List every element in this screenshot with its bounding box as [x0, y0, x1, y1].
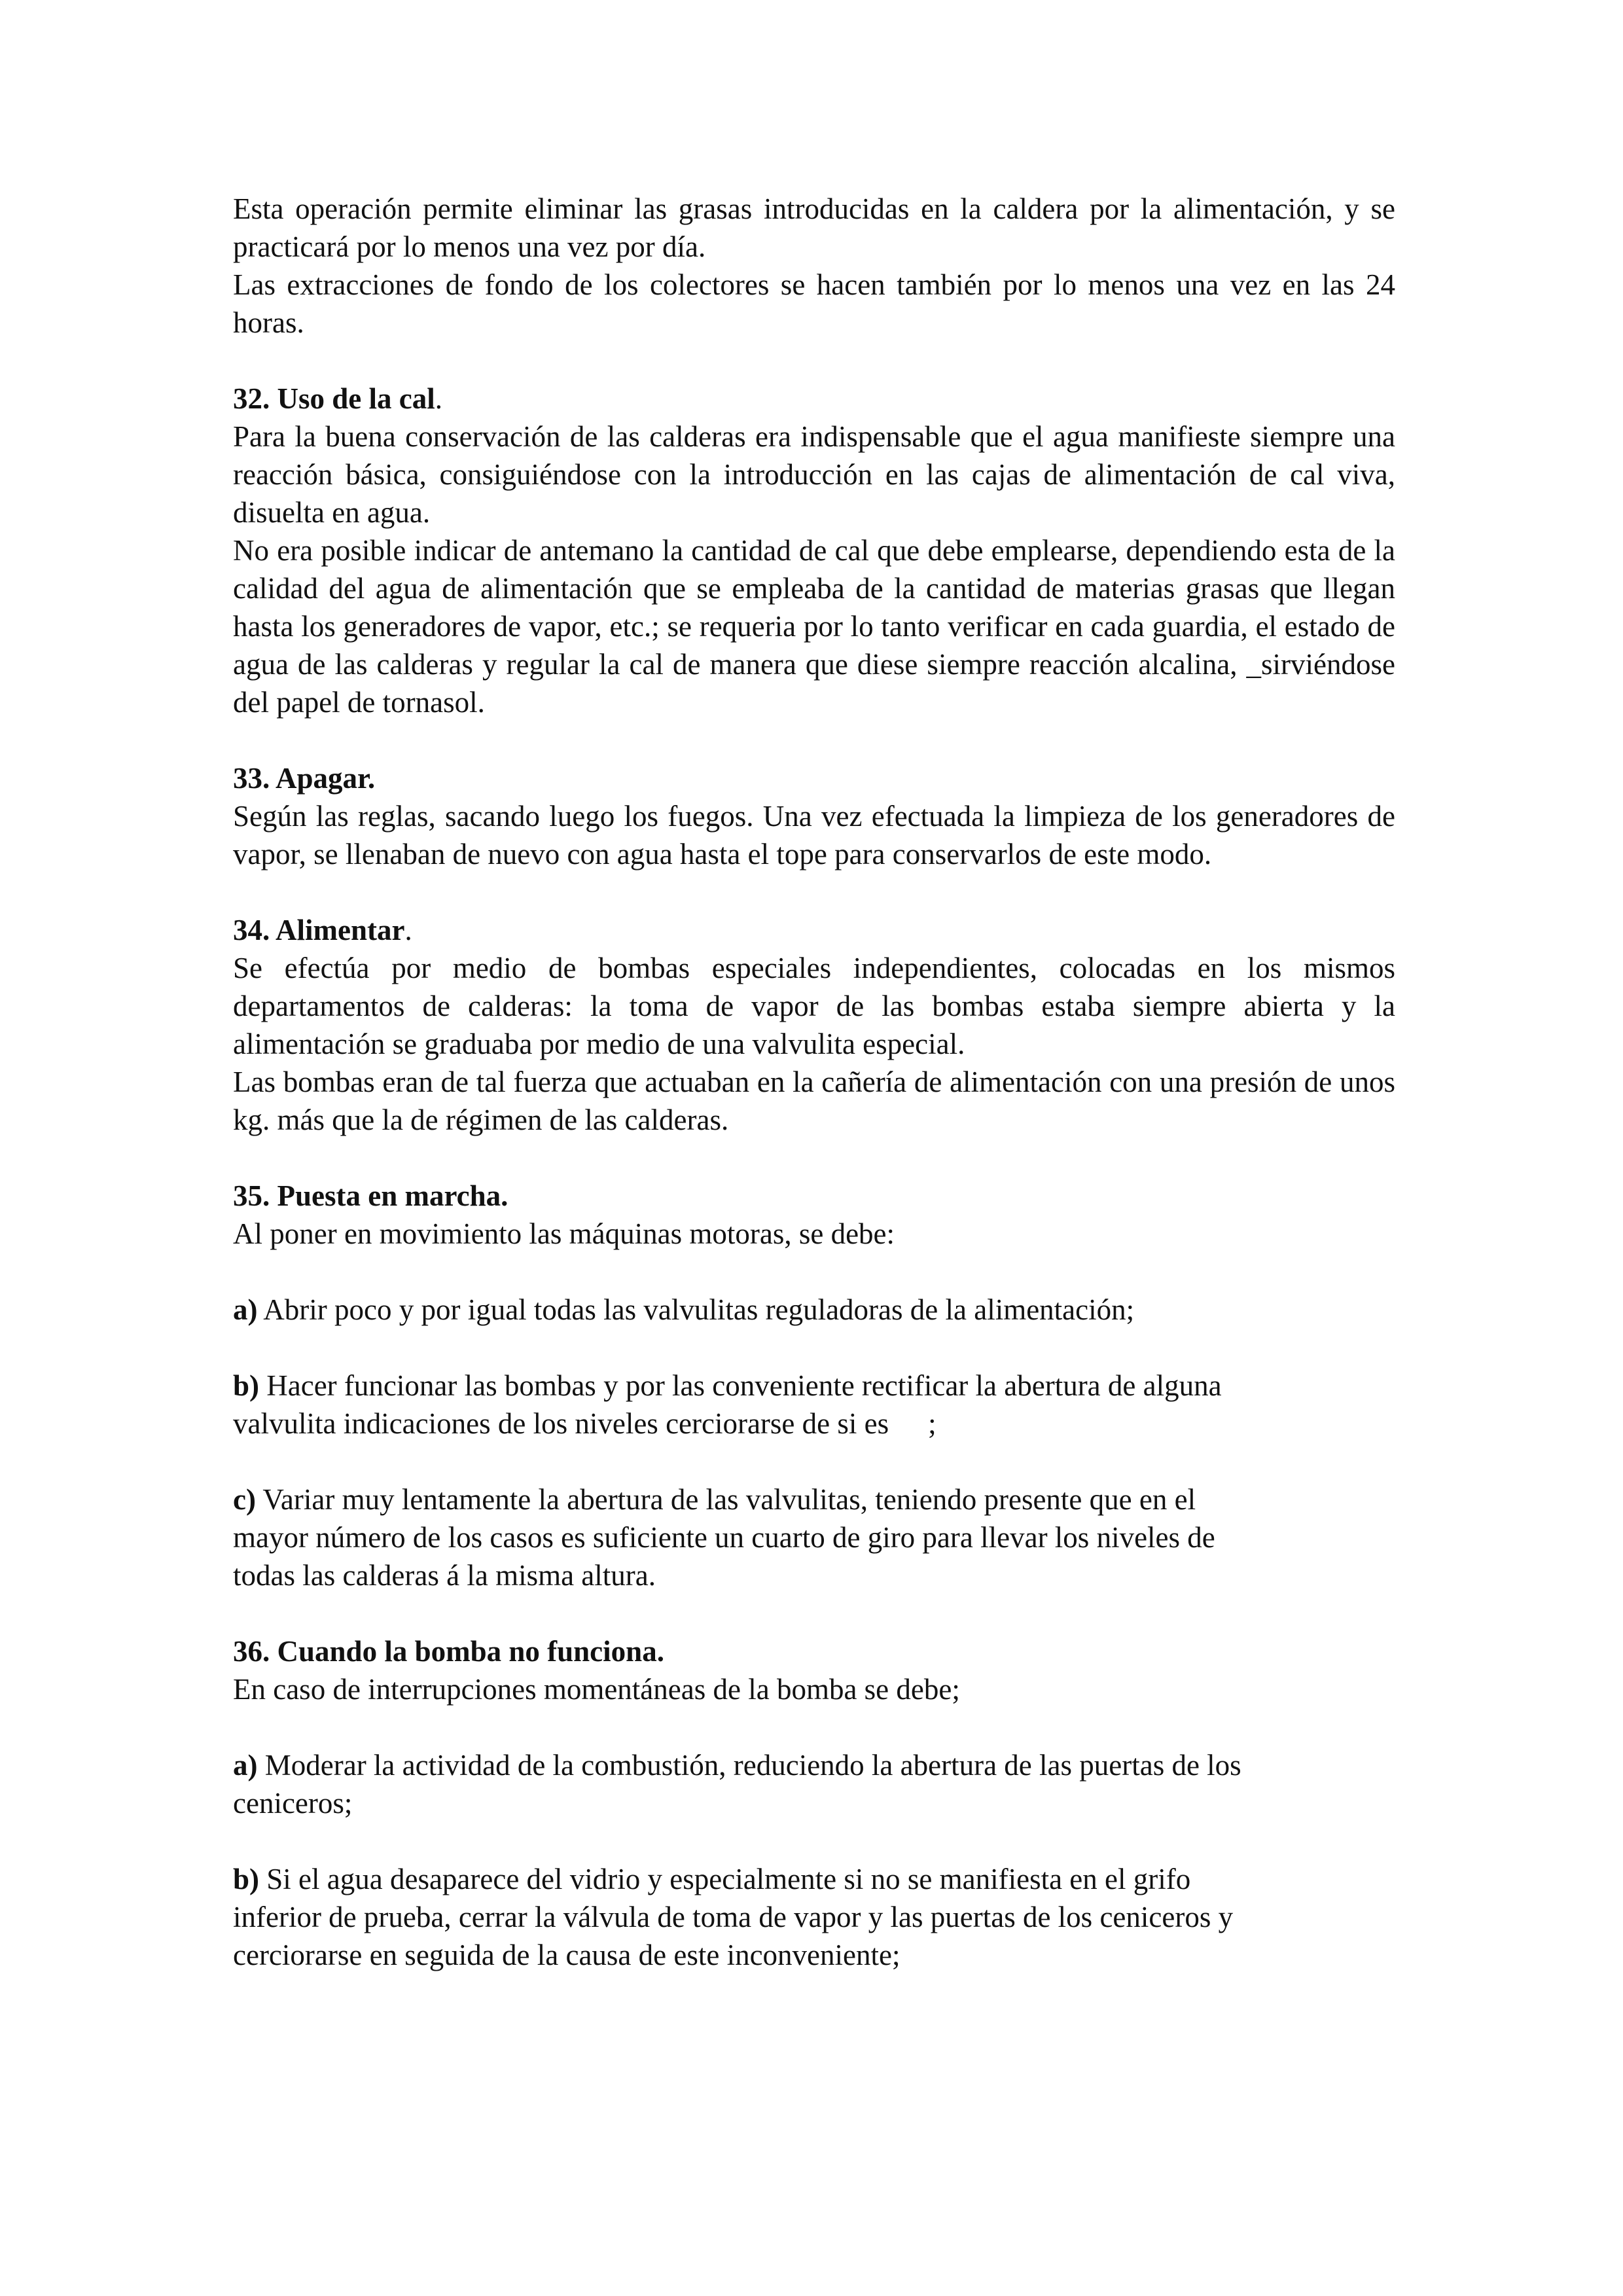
item-b-label: b) [233, 1369, 260, 1402]
section-32-title: 32. Uso de la cal [233, 382, 435, 415]
section-32-paragraph-1: Para la buena conservación de las calderas era indispensable que el agua manifieste siempre una reacción básica, consiguiéndose con la introducción en las cajas de alimentación de cal viva, disuelta en agua. [233, 420, 1395, 529]
section-36-item-a-line-2: ceniceros; [233, 1787, 353, 1820]
item-b-text-2: valvulita indicaciones de los niveles cerciorarse de si es [233, 1407, 889, 1440]
section-34-heading [233, 911, 1395, 949]
section-33-paragraph-1: Según las reglas, sacando luego los fuegos. Una vez efectuada la limpieza de los generadores de vapor, se llenaban de nuevo con agua hasta el tope para conservarlos de este modo. [233, 800, 1395, 870]
section-35-item-c-line-3: todas las calderas á la misma altura. [233, 1559, 656, 1592]
section-36-intro: En caso de interrupciones momentáneas de la bomba se debe; [233, 1673, 960, 1706]
item-a-text: Abrir poco y por igual todas las valvulitas reguladoras de la alimentación; [257, 1293, 1135, 1326]
section-36-item-a-line-1 [233, 1746, 1395, 1784]
item-b-label: b) [233, 1863, 260, 1895]
section-33-title: 33. Apagar. [233, 762, 376, 795]
item-b-text-1: Hacer funcionar las bombas y por las conveniente rectificar la abertura de alguna [259, 1369, 1222, 1402]
section-35-title: 35. Puesta en marcha. [233, 1179, 508, 1212]
section-35-item-c-line-2: mayor número de los casos es suficiente un cuarto de giro para llevar los niveles de [233, 1521, 1215, 1554]
section-35-intro: Al poner en movimiento las máquinas motoras, se debe: [233, 1217, 895, 1250]
section-34-paragraph-1: Se efectúa por medio de bombas especiales independientes, colocadas en los mismos departamentos de calderas: la toma de vapor de las bombas estaba siempre abierta y la alimentación se graduaba por medio de una valvulita especial. [233, 952, 1395, 1060]
section-36-title: 36. Cuando la bomba no funciona. [233, 1635, 664, 1668]
document-page [233, 190, 1395, 1974]
section-32-title-period: . [435, 382, 442, 415]
section-35-item-b-line-1 [233, 1367, 1395, 1405]
item-b-text-1: Si el agua desaparece del vidrio y especialmente si no se manifiesta en el grifo [259, 1863, 1191, 1895]
section-32-heading [233, 380, 1395, 418]
section-36-item-b-line-2: inferior de prueba, cerrar la válvula de toma de vapor y las puertas de los ceniceros y [233, 1901, 1234, 1933]
section-36-item-b-line-3: cerciorarse en seguida de la causa de este inconveniente; [233, 1939, 901, 1971]
item-a-text-1: Moderar la actividad de la combustión, reduciendo la abertura de las puertas de los [257, 1749, 1241, 1782]
section-32-paragraph-2: No era posible indicar de antemano la cantidad de cal que debe emplearse, dependiendo esta de la calidad del agua de alimentación que se empleaba de la cantidad de materias grasas que llegan hasta los generadores de vapor, etc.; se requeria por lo tanto verificar en cada guardia, el estado de agua de las calderas y regular la cal de manera que diese siempre reacción alcalina, _sirviéndose del papel de tornasol. [233, 534, 1395, 719]
section-34-paragraph-2: Las bombas eran de tal fuerza que actuaban en la cañería de alimentación con una presión de unos kg. más que la de régimen de las calderas. [233, 1066, 1395, 1136]
section-35-item-c-line-1 [233, 1480, 1395, 1518]
section-36-item-b-line-1 [233, 1860, 1395, 1898]
item-c-text-1: Variar muy lentamente la abertura de las valvulitas, teniendo presente que en el [255, 1483, 1196, 1516]
section-35-item-a [233, 1291, 1395, 1329]
item-c-label: c) [233, 1483, 256, 1516]
item-b-end: ; [928, 1407, 936, 1440]
intro-paragraph-1: Esta operación permite eliminar las grasas introducidas en la caldera por la alimentación, y se practicará por lo menos una vez por día. [233, 192, 1395, 263]
item-a-label: a) [233, 1749, 258, 1782]
section-35-item-b-line-2 [233, 1405, 1395, 1443]
item-a-label: a) [233, 1293, 258, 1326]
section-34-title: 34. Alimentar [233, 914, 405, 946]
intro-paragraph-2: Las extracciones de fondo de los colectores se hacen también por lo menos una vez en las 24 horas. [233, 268, 1395, 339]
section-34-title-period: . [404, 914, 412, 946]
